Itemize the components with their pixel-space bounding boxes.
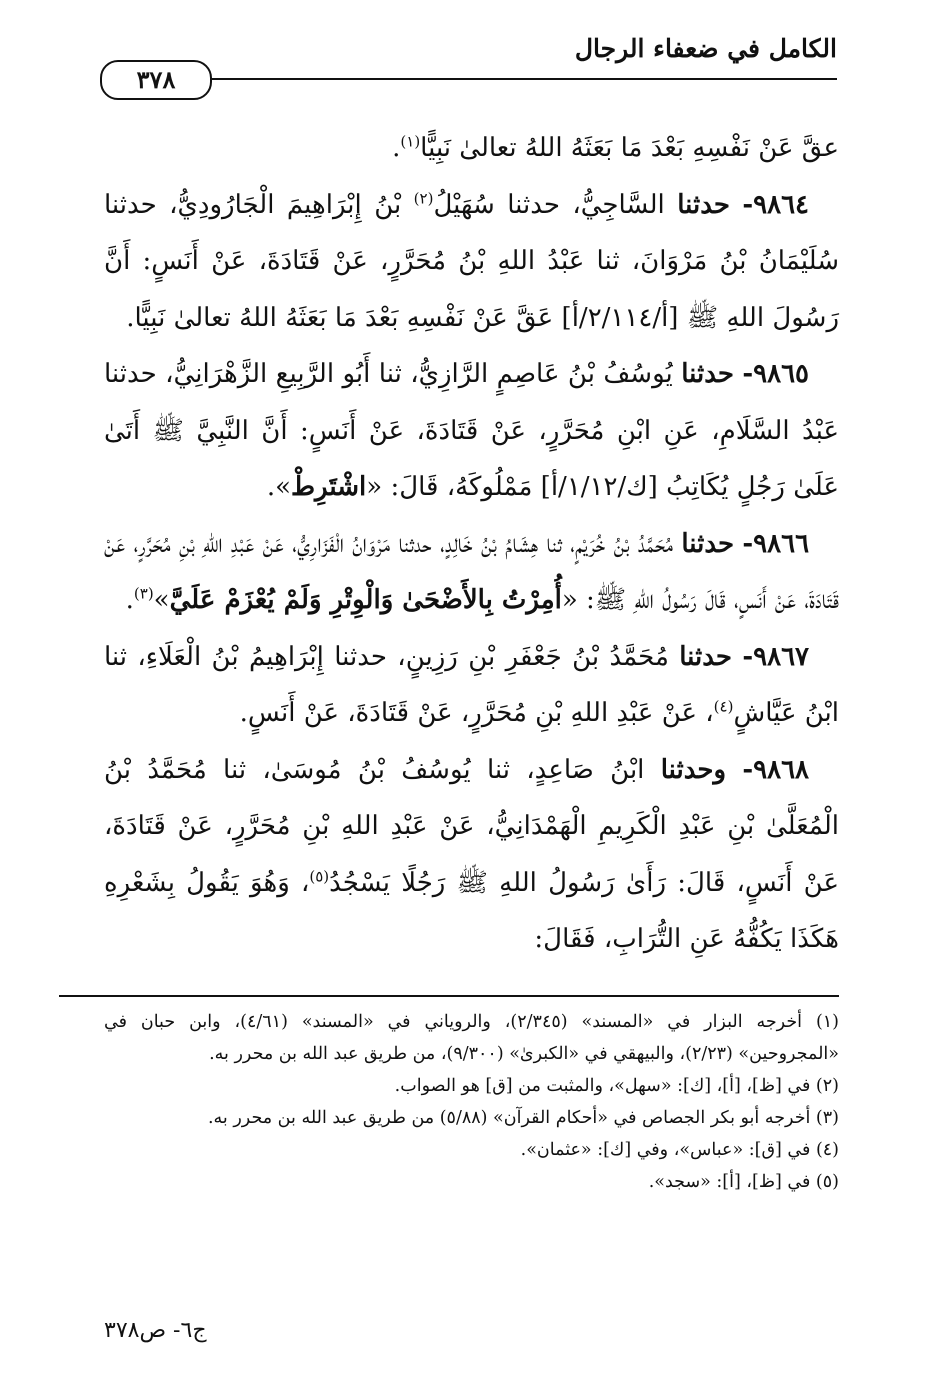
keyword: حدثنا — [681, 359, 734, 389]
volume-page-signature: ج٦- ص٣٧٨ — [104, 1318, 207, 1343]
footnote-3: (٣) أخرجه أبو بكر الجصاص في «أحكام القرآن» (٥/٨٨) من طريق عبد الله بن محرر به. — [207, 1108, 839, 1128]
main-text — [104, 120, 839, 968]
footnote-separator — [59, 995, 839, 997]
footnotes — [104, 1006, 839, 1198]
hadith-number: ٩٨٦٥- — [742, 359, 810, 389]
running-title: الكامل في ضعفاء الرجال — [574, 34, 837, 63]
hadith-9864: ٩٨٦٤- حدثنا السَّاجِيُّ، حدثنا سُهَيْلُ$^{(٢)}$ بْنُ إِبْرَاهِيمَ الْجَارُودِيُّ، حدثنا سُلَيْمَانُ بْنُ مَرْوَانَ، ثنا عَبْدُ اللهِ بْنُ مُحَرَّرٍ، عَنْ قَتَادَةَ، عَنْ أَنَسٍ: أَنَّ رَسُولَ اللهِ ﷺ [أ/٢/١١٤/أ] عَقَّ عَنْ نَفْسِهِ بَعْدَ مَا بَعَثَهُ اللهُ تعالىٰ نَبِيًّا. — [104, 188, 839, 333]
footnote-ref: (٤) — [713, 697, 734, 716]
keyword: وحدثنا — [660, 754, 727, 785]
hadith-9868: ٩٨٦٨- وحدثنا ابْنُ صَاعِدٍ، ثنا يُوسُفُ بْنُ مُوسَىٰ، ثنا مُحَمَّدُ بْنُ الْمُعَلَّىٰ بْنِ عَبْدِ الْكَرِيمِ الْهَمْدَانِيُّ، عَنْ عَبْدِ اللهِ بْنِ مُحَرَّرٍ، عَنْ قَتَادَةَ، عَنْ أَنَسٍ، قَالَ: رَأَىٰ رَسُولُ اللهِ ﷺ رَجُلًا يَسْجُدُ$^{(٥)}$، وَهُوَ يَقُولُ بِشَعْرِهِ هَكَذَا يَكُفُّهُ عَنِ التُّرَابِ، فَقَالَ: — [104, 754, 839, 954]
footnote-ref: (٥) — [309, 866, 330, 885]
hadith-9867: ٩٨٦٧- حدثنا مُحَمَّدُ بْنُ جَعْفَرِ بْنِ رَزِينٍ، حدثنا إِبْرَاهِيمُ بْنُ الْعَلَاءِ، ثنا ابْنُ عَيَّاشٍ$^{(٤)}$، عَنْ عَبْدِ اللهِ بْنِ مُحَرَّرٍ، عَنْ قَتَادَةَ، عَنْ أَنَسٍ. — [104, 641, 839, 728]
paragraph-continuation: عقَّ عَنْ نَفْسِهِ بَعْدَ مَا بَعَثَهُ اللهُ تعالىٰ نَبِيًّا$^{(١)}$. — [392, 132, 839, 163]
prophetic-saying: أُمِرْتُ بِالأَضْحَىٰ وَالْوِتْرِ وَلَمْ يُعْزَمْ عَلَيَّ — [169, 585, 562, 615]
page-number: ٣٧٨ — [100, 60, 212, 100]
footnote-4: (٤) في [ق]: «عباس»، وفي [ك]: «عثمان». — [520, 1140, 839, 1160]
hadith-number: ٩٨٦٧- — [742, 641, 810, 672]
keyword: حدثنا — [681, 528, 735, 559]
footnote-2: (٢) في [ظ]، [أ]، [ك]: «سهل»، والمثبت من [ق] هو الصواب. — [394, 1076, 839, 1096]
hadith-number: ٩٨٦٦- — [742, 528, 810, 559]
hadith-number: ٩٨٦٨- — [742, 754, 810, 785]
keyword: حدثنا — [679, 641, 732, 672]
footnote-1: (١) أخرجه البزار في «المسند» (٢/٣٤٥)، والروياني في «المسند» (٤/٦١)، وابن حبان في «المجروحين» (٢/٢٣)، والبيهقي في «الكبرىٰ» (٩/٣٠٠)، من طريق عبد الله بن محرر به. — [104, 1012, 839, 1064]
hadith-9865: ٩٨٦٥- حدثنا يُوسُفُ بْنُ عَاصِمٍ الرَّازِيُّ، ثنا أَبُو الرَّبِيعِ الزَّهْرَانِيُّ، حدثنا عَبْدُ السَّلَامِ، عَنِ ابْنِ مُحَرَّرٍ، عَنْ قَتَادَةَ، عَنْ أَنَسٍ: أَنَّ النَّبِيَّ ﷺ أَتَىٰ عَلَىٰ رَجُلٍ يُكَاتِبُ [ك/١/١٢/أ] مَمْلُوكَهُ، قَالَ: «اشْتَرِطْ». — [104, 359, 839, 502]
keyword: حدثنا — [677, 189, 730, 220]
footnote-ref: (٢) — [413, 188, 434, 207]
footnote-5: (٥) في [ظ]، [أ]: «سجد». — [648, 1172, 839, 1192]
hadith-number: ٩٨٦٤- — [742, 189, 810, 220]
footnote-ref: (٣) — [133, 584, 154, 603]
footnote-ref: (١) — [400, 132, 421, 151]
hadith-9866: ٩٨٦٦- حدثنا مُحَمَّدُ بْنُ خُرَيْمٍ، ثنا هِشَامُ بْنُ خَالِدٍ، حدثنا مَرْوَانُ الْفَزَارِيُّ، عَنْ عَبْدِ اللهِ بْنِ مُحَرَّرٍ، عَنْ قَتَادَةَ، عَنْ أَنَسٍ، قَالَ رَسُولُ اللهِ ﷺ: «أُمِرْتُ بِالأَضْحَىٰ وَالْوِتْرِ وَلَمْ يُعْزَمْ عَلَيَّ»$^{(٣)}$. — [104, 528, 839, 615]
prophetic-saying: اشْتَرِطْ — [291, 472, 367, 502]
